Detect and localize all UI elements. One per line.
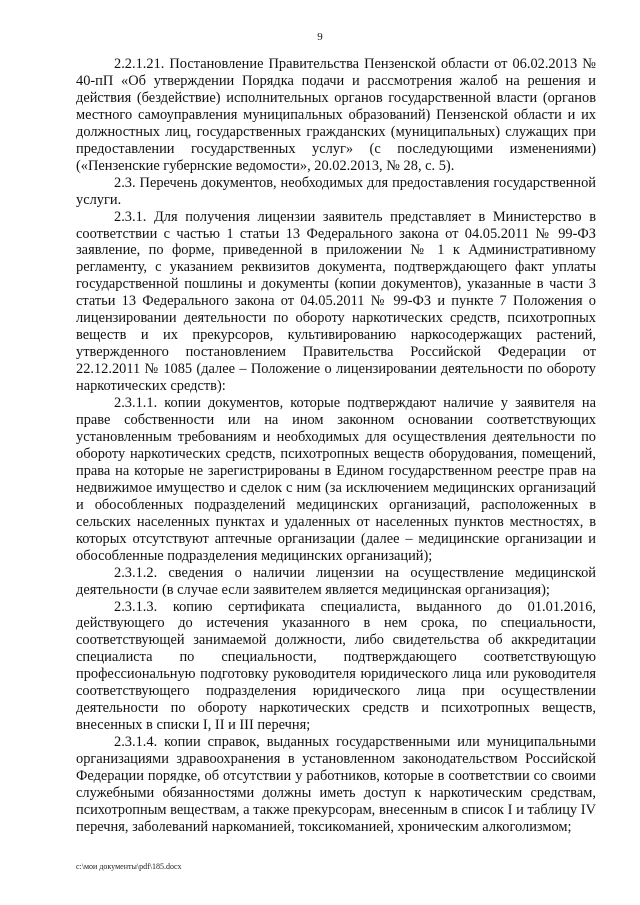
page-number: 9 bbox=[317, 31, 323, 43]
paragraph-2-3-1-3: 2.3.1.3. копию сертификата специалиста, выданного до 01.01.2016, действующего до истечения указанного в нем срока, по специальности, соответствующей занимаемой должности, либо свидетельства об аккредитации специалиста по специальности, подтверждающего соответствующую профессиональную подготовку руководителя юридического лица или руководителя соответствующего подразделения юридического лица при осуществлении деятельности по обороту наркотических средств и психотропных веществ, внесенных в списки I, II и III перечня; bbox=[76, 598, 596, 734]
footer-file-path: c:\мои документы\pdf\185.docx bbox=[76, 862, 182, 871]
paragraph-2-3-1-2: 2.3.1.2. сведения о наличии лицензии на осуществление медицинской деятельности (в случае если заявителем является медицинская организация); bbox=[76, 564, 596, 598]
paragraph-2-3-1-1: 2.3.1.1. копии документов, которые подтверждают наличие у заявителя на праве собственности или на ином законном основании соответствующих установленным требованиям и необходимых для осуществления деятельности по обороту наркотических средств, психотропных веществ оборудования, помещений, права на которые не зарегистрированы в Едином государственном реестре прав на недвижимое имущество и сделок с ним (за исключением медицинских организаций и обособленных подразделений медицинских организаций, расположенных в сельских населенных пунктах и удаленных от населенных пунктов местностях, в которых отсутствуют аптечные организации (далее – медицинские организации и обособленные подразделения медицинских организаций); bbox=[76, 395, 596, 564]
paragraph-2-2-1-21: 2.2.1.21. Постановление Правительства Пензенской области от 06.02.2013 № 40-пП «Об утверждении Порядка подачи и рассмотрения жалоб на решения и действия (бездействие) исполнительных органов государственной власти (органов местного самоуправления муниципальных образований) Пензенской области и их должностных лиц, государственных гражданских (муниципальных) служащих при предоставлении государственных услуг» (с последующими изменениями) («Пензенские губернские ведомости», 20.02.2013, № 28, с. 5). bbox=[76, 56, 596, 174]
paragraph-2-3-1-4: 2.3.1.4. копии справок, выданных государственными или муниципальными организациями здравоохранения в установленном законодательством Российской Федерации порядке, об отсутствии у работников, которые в соответствии со своими служебными обязанностями должны иметь доступ к наркотическим средствам, психотропным веществам, а также прекурсорам, внесенным в список I и таблицу IV перечня, заболеваний наркоманией, токсикоманией, хроническим алкоголизмом; bbox=[76, 734, 596, 835]
document-body bbox=[76, 56, 596, 836]
paragraph-2-3-1: 2.3.1. Для получения лицензии заявитель представляет в Министерство в соответствии с частью 1 статьи 13 Федерального закона от 04.05.2011 № 99-ФЗ заявление, по форме, приведенной в приложении № 1 к Административному регламенту, с указанием реквизитов документа, подтверждающего факт уплаты государственной пошлины и документы (копии документов), указанные в части 3 статьи 13 Федерального закона от 04.05.2011 № 99-ФЗ и пункте 7 Положения о лицензировании деятельности по обороту наркотических средств, психотропных веществ и их прекурсоров, культивированию наркосодержащих растений, утвержденного постановлением Правительства Российской Федерации от 22.12.2011 № 1085 (далее – Положение о лицензировании деятельности по обороту наркотических средств): bbox=[76, 208, 596, 395]
paragraph-2-3: 2.3. Перечень документов, необходимых для предоставления государственной услуги. bbox=[76, 174, 596, 208]
